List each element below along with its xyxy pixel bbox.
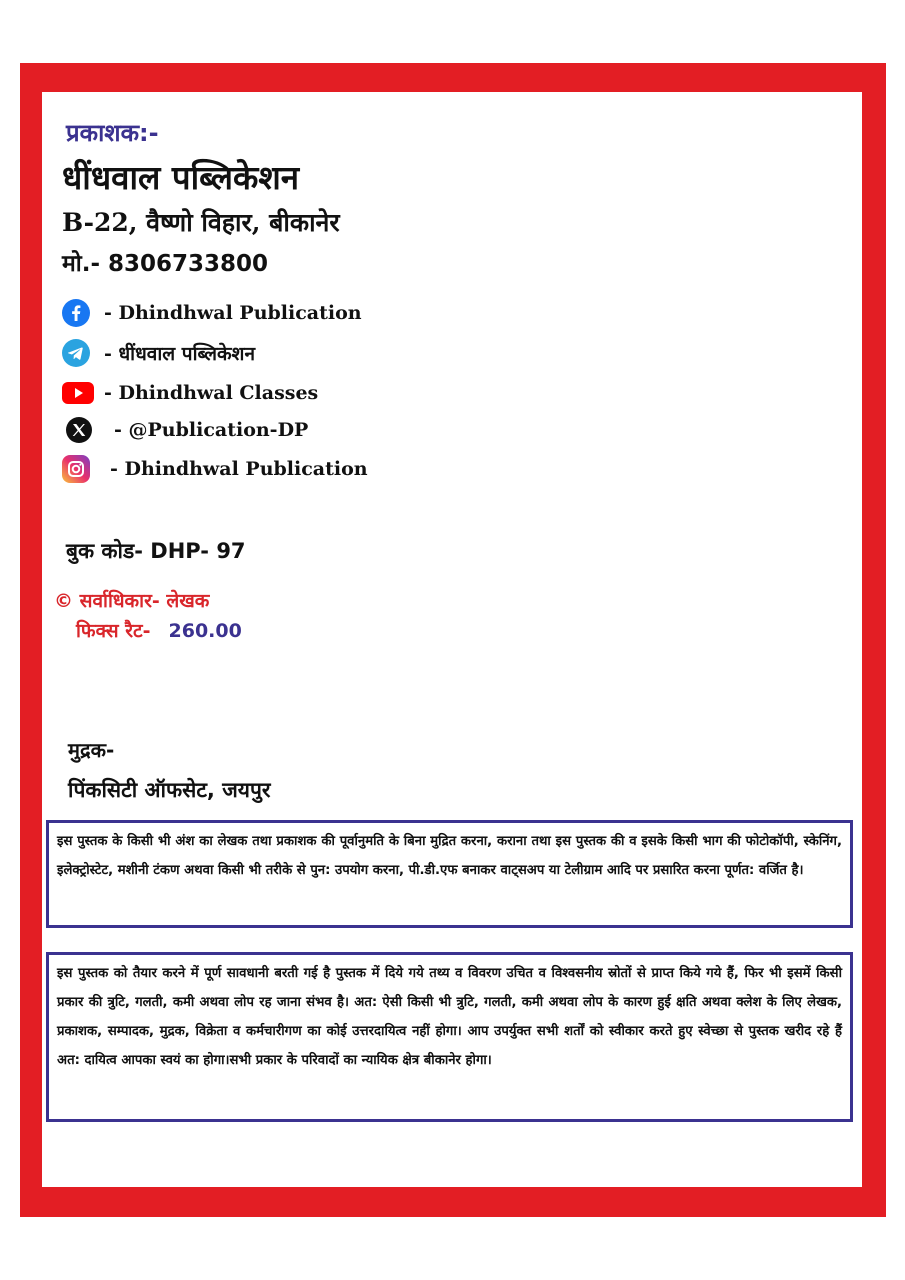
copyright-notice-box: इस पुस्तक के किसी भी अंश का लेखक तथा प्रकाशक की पूर्वानुमति के बिना मुद्रित करना, कराना तथा इस पुस्तक की व इसके किसी भाग की फोटोकॉपी, स्केनिंग, इलेक्ट्रोस्टेट, मशीनी टंकण अथवा किसी भी तरीके से पुन: उपयोग करना, पी.डी.एफ बनाकर वाट्सअप या टेलीग्राम आदि पर प्रसारित करना पूर्णत: वर्जित है। xyxy=(46,820,853,928)
publisher-label: प्रकाशक:- xyxy=(66,119,159,147)
social-row-x xyxy=(62,415,308,445)
social-x-text: - @Publication-DP xyxy=(114,419,309,441)
telegram-icon xyxy=(62,339,90,367)
social-youtube-text: - Dhindhwal Classes xyxy=(104,382,319,404)
social-row-telegram xyxy=(62,338,255,368)
social-row-youtube xyxy=(62,378,318,408)
printer-label: मुद्रक- xyxy=(68,738,115,762)
social-instagram-text: - Dhindhwal Publication xyxy=(110,458,368,480)
instagram-icon xyxy=(62,455,90,483)
social-facebook-text: - Dhindhwal Publication xyxy=(104,302,362,324)
x-icon xyxy=(66,417,92,443)
price-row xyxy=(76,617,242,643)
printer-name: पिंकसिटी ऑफसेट, जयपुर xyxy=(68,778,271,802)
disclaimer-notice-box: इस पुस्तक को तैयार करने में पूर्ण सावधानी बरती गई है पुस्तक में दिये गये तथ्य व विवरण उचित व विश्वसनीय स्रोतों से प्राप्त किये गये हैं, फिर भी इसमें किसी प्रकार की त्रुटि, गलती, कमी अथवा लोप रह जाना संभव है। अत: ऐसी किसी भी त्रुटि, गलती, कमी अथवा लोप के कारण हुई क्षति अथवा क्लेश के लिए लेखक, प्रकाशक, सम्पादक, मुद्रक, विक्रेता व कर्मचारीगण का कोई उत्तरदायित्व नहीं होगा। आप उपर्युक्त सभी शर्तों को स्वीकार करते हुए स्वेच्छा से पुस्तक खरीद रहे हैं अत: दायित्व आपका स्वयं का होगा।सभी प्रकार के परिवादों का न्यायिक क्षेत्र बीकानेर होगा। xyxy=(46,952,853,1122)
book-code: बुक कोड- DHP- 97 xyxy=(66,539,246,563)
publisher-mobile: मो.- 8306733800 xyxy=(62,251,269,277)
social-row-facebook xyxy=(62,298,362,328)
facebook-icon xyxy=(62,299,90,327)
youtube-icon xyxy=(62,382,94,404)
social-telegram-text: - धींधवाल पब्लिकेशन xyxy=(104,343,256,365)
social-row-instagram xyxy=(62,454,368,484)
publisher-address: B-22, वैष्णो विहार, बीकानेर xyxy=(62,208,340,237)
publisher-name: धींधवाल पब्लिकेशन xyxy=(62,158,300,197)
price-value: 260.00 xyxy=(168,620,242,642)
price-label: फिक्स रैट- xyxy=(76,620,151,642)
copyright-line: © सर्वाधिकार- लेखक xyxy=(54,590,210,612)
